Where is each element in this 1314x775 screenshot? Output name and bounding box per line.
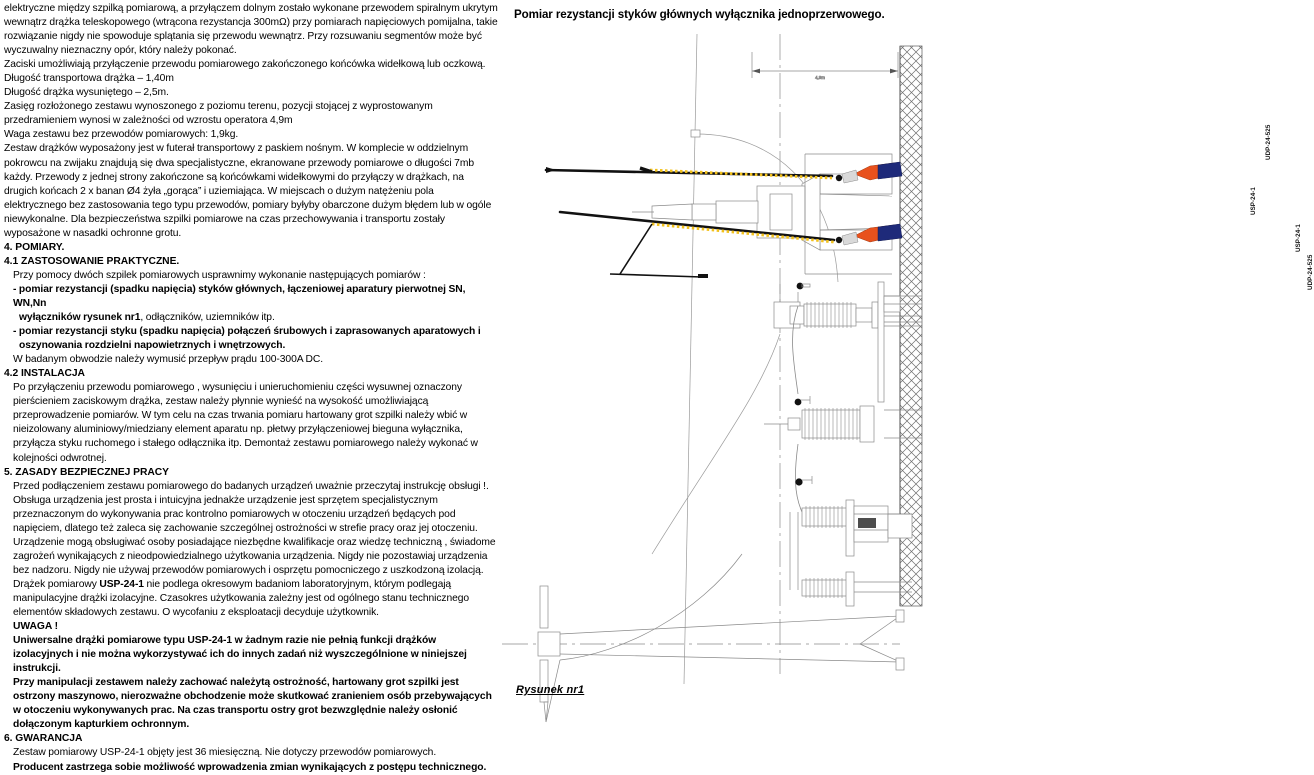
- paragraph-warning-handling: Przy manipulacji zestawem należy zachować należytą ostrożność, hartowany grot szpilki jest ostrzony maszynowo, nierozważne obchodzenie może skutkować zranieniem osób przebywających w otoczeniu wykonywanych prac. Na czas transportu ostry grot bezwzględnie należy osłonić dołączonym kapturkiem ochronnym.: [13, 677, 492, 731]
- bullet-main-contacts: - pomiar rezystancji (spadku napięcia) styków głównych, łączeniowej aparatury pierwotnej SN, WN,Nn: [13, 283, 466, 309]
- paragraph-read-manual: Przed podłączeniem zestawu pomiarowego do badanych urządzeń uważnie przeczytaj instrukcję obsługi !.: [13, 480, 489, 492]
- safety-product-code: USP-24-1: [99, 578, 144, 590]
- paragraph-case-and-cables: Zestaw drążków wyposażony jest w futerał transportowy z paskiem nośnym. W komplecie w oddzielnym pokrowcu na zwijaku znajdują się dwa specjalistyczne, ekranowane przewody pomiarowe o długości 7mb każdy. Przewody z jednej strony zakończone są końcówkami widełkowymi do przyłączy w drążkach, na drugich końcach 2 x banan Ø4 żyła „gorąca” i uziemiająca. W miejscach o dużym natężeniu pola elektrycznego bez zastosowania tego typu przewodów, pomiary byłyby obarczone dużym błędem lub w ogóle niewykonalne. Dla bezpieczeństwa szpilki pomiarowe na czas przechowywania i transportu zostały wyposażone w nasadki ochronne grotu.: [4, 143, 492, 239]
- heading-41-zastosowanie: 4.1 ZASTOSOWANIE PRAKTYCZNE.: [4, 255, 180, 267]
- heading-5-bezpieczenstwo: 5. ZASADY BEZPIECZNEJ PRACY: [4, 466, 169, 478]
- paragraph-manufacturer-note: Producent zastrzega sobie możliwość wprowadzenia zmian wynikających z postępu technicznego.: [13, 761, 487, 773]
- measuring-rod-upper: [546, 167, 832, 178]
- heading-6-gwarancja: 6. GWARANCJA: [4, 733, 83, 745]
- paragraph-terminals: Zaciski umożliwiają przyłączenie przewodu pomiarowego zakończonego końcówka widełkową lub oczkową.: [4, 59, 486, 71]
- label-probe-upper: USP-24-1: [1250, 187, 1257, 215]
- bullet-bolted-joints-line2: oszynowania rozdzielni napowietrznych i wnętrzowych.: [19, 340, 286, 352]
- bullet-ref-rysunek: wyłączników rysunek nr1: [19, 312, 141, 324]
- drawing-column: [502, 0, 1314, 700]
- bullet-main-contacts-line2: [4, 311, 498, 325]
- foundation-plan-view: [502, 554, 904, 722]
- label-probe-lower: USP-24-1: [1295, 224, 1302, 252]
- paragraph-installation: Po przyłączeniu przewodu pomiarowego , wysunięciu i unieruchomieniu części wysuwnej oznaczony pierścieniem zaciskowym drążka, zestaw należy płynnie wynieść na wysokość umożliwiającą przeprowadzenie pomiarów. W tym celu na czas trwania pomiaru hartowany grot szpilki należy wbić w nieizolowany aluminiowy/miedziany element aparatu np. płetwy przyłączeniowej bieguna wyłącznika, przyłącza styku ruchomego i stałego odłącznika itp. Demontaż zestawu pomiarowego należy wykonać w kolejności odwrotnej.: [13, 382, 478, 464]
- label-rod-upper: UDP-24-525: [1265, 124, 1272, 160]
- paragraph-warranty: Zestaw pomiarowy USP-24-1 objęty jest 36 miesięczną. Nie dotyczy przewodów pomiarowych.: [13, 747, 437, 759]
- paragraph-current-requirement: W badanym obwodzie należy wymusić przepływ prądu 100-300A DC.: [13, 354, 324, 366]
- paragraph-intro: elektryczne między szpilką pomiarową, a przyłączem dolnym zostało wykonane przewodem spiralnym ukrytym wewnątrz drążka teleskopowego (wtrącona rezystancja 300mΩ) przy pomiarach napięciowych pomijalna, takie rozwiązanie nigdy nie spowoduje splątania się przewodu wewnątrz. Przy rozsuwaniu segmentów może być wyczuwalny nieznaczny opór, który należy pokonać.: [4, 3, 498, 57]
- paragraph-extended-length: Długość drążka wysuniętego – 2,5m.: [4, 87, 169, 99]
- paragraph-transport-length: Długość transportowa drążka – 1,40m: [4, 73, 174, 85]
- heading-42-instalacja: 4.2 INSTALACJA: [4, 368, 85, 380]
- dimension-line: [752, 52, 898, 80]
- figure-caption: Rysunek nr1: [516, 684, 585, 696]
- bullet-bolted-joints-line1: - pomiar rezystancji styku (spadku napięcia) połączeń śrubowych i zaprasowanych aparatowych i: [13, 326, 481, 338]
- heading-uwaga: UWAGA !: [13, 621, 59, 633]
- svg-text:4,9m: 4,9m: [815, 75, 825, 80]
- bullet-ref-rest: , odłączników, uziemników itp.: [140, 312, 275, 324]
- paragraph-measurements-intro: Przy pomocy dwóch szpilek pomiarowych usprawnimy wykonanie następujących pomiarów :: [13, 269, 426, 281]
- safety-text-before: Obsługa urządzenia jest prosta i intuicyjna jednakże urządzenie jest sprzętem specjalistycznym przeznaczonym do wykonywania prac kontrolno pomiarowych w otoczeniu urządzeń będących pod napięciem, dlatego też zaleca się zachowanie szczególnej ostrożności w strefie pracy oraz jej otoczeniu. Urządzenie mogą obsługiwać osoby posiadające niezbędne kwalifikacje oraz wiedzę techniczną , świadome zagrożeń wynikających z nieodpowiedzialnego użytkowania urządzenia. Nigdy nie pozostawiaj urządzenia bez nadzoru. Nigdy nie używaj przewodów pomiarowych i osprzętu pomocniczego z uszkodzoną izolacją. Drążek pomiarowy: [13, 494, 496, 590]
- drawing-title: Pomiar rezystancji styków głównych wyłącznika jednoprzerwowego.: [514, 8, 885, 21]
- breaker-lower-assembly: [764, 282, 922, 606]
- safety-text-after: nie podlega okresowym badaniom laboratoryjnym, którym podlegają manipulacyjne drążki izolacyjne. Czasokres użytkowania zależny jest od ogólnego stanu technicznego elementów składowych zestawu. O wycofaniu z eksploatacji decyduje użytkownik.: [13, 578, 470, 619]
- heading-4-pomiary: 4. POMIARY.: [4, 241, 65, 253]
- text-column: [0, 0, 502, 773]
- technical-drawing: [502, 34, 940, 684]
- paragraph-reach: Zasięg rozłożonego zestawu wynoszonego z poziomu terenu, pozycji stojącej z wyprostowanym przedramieniem wynosi w zależności od wzrostu operatora 4,9m: [4, 101, 433, 127]
- label-rod-lower: UDP-24-525: [1307, 254, 1314, 290]
- paragraph-warning-usage: Uniwersalne drążki pomiarowe typu USP-24-1 w żadnym razie nie pełnią funkcji drążków izolacyjnych i nie można wykorzystywać ich do innych zadań niż wyszczególnione w niniejszej instrukcji.: [13, 635, 467, 675]
- paragraph-safety-body: [4, 494, 498, 620]
- paragraph-weight: Waga zestawu bez przewodów pomiarowych: 1,9kg.: [4, 129, 239, 141]
